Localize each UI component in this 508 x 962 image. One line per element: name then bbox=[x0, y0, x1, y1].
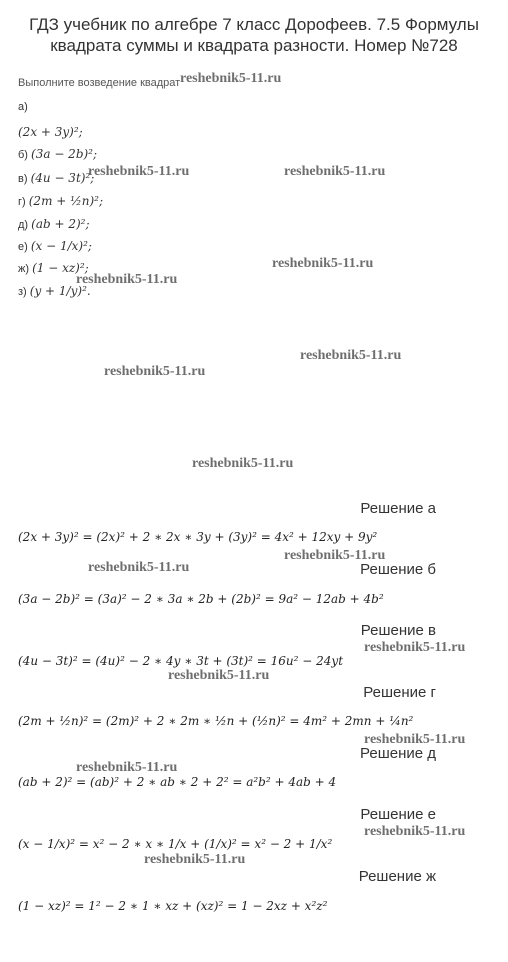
task-item: е) (x − 1/x)²; bbox=[18, 239, 92, 253]
task-item: д) (ab + 2)²; bbox=[18, 217, 90, 231]
solution-formula-b: (3a − 2b)² = (3a)² − 2 ∗ 3a ∗ 2b + (2b)² = 9a² − 12ab + 4b² bbox=[18, 592, 384, 606]
watermark: reshebnik5-11.ru bbox=[364, 732, 466, 747]
solution-heading-g: Решение г bbox=[363, 684, 436, 701]
solution-heading-b: Решение б bbox=[360, 561, 436, 578]
task-intro: Выполните возведение квадрат bbox=[18, 77, 181, 89]
solution-heading-d: Решение д bbox=[360, 745, 436, 762]
watermark: reshebnik5-11.ru bbox=[168, 668, 270, 683]
watermark: reshebnik5-11.ru bbox=[144, 852, 246, 867]
watermark: reshebnik5-11.ru bbox=[284, 548, 386, 563]
watermark: reshebnik5-11.ru bbox=[76, 760, 178, 775]
watermark: reshebnik5-11.ru bbox=[76, 272, 178, 287]
solution-formula-v: (4u − 3t)² = (4u)² − 2 ∗ 4y ∗ 3t + (3t)² = 16u² − 24yt bbox=[18, 654, 344, 668]
task-item: а) bbox=[18, 101, 28, 113]
watermark: reshebnik5-11.ru bbox=[88, 164, 190, 179]
watermark: reshebnik5-11.ru bbox=[192, 456, 294, 471]
watermark: reshebnik5-11.ru bbox=[104, 364, 206, 379]
watermark: reshebnik5-11.ru bbox=[284, 164, 386, 179]
watermark: reshebnik5-11.ru bbox=[300, 348, 402, 363]
solution-formula-d: (ab + 2)² = (ab)² + 2 ∗ ab ∗ 2 + 2² = a²b² + 4ab + 4 bbox=[18, 775, 337, 789]
solution-formula-a: (2x + 3y)² = (2x)² + 2 ∗ 2x ∗ 3y + (3y)² = 4x² + 12xy + 9y² bbox=[18, 530, 378, 544]
watermark: reshebnik5-11.ru bbox=[180, 71, 282, 86]
solution-formula-zh: (1 − xz)² = 1² − 2 ∗ 1 ∗ xz + (xz)² = 1 − 2xz + x²z² bbox=[18, 899, 328, 913]
solution-heading-v: Решение в bbox=[360, 622, 436, 639]
task-item: в) (4u − 3t)²; bbox=[18, 171, 95, 185]
task-item: б) (3a − 2b)²; bbox=[18, 147, 98, 161]
watermark: reshebnik5-11.ru bbox=[364, 824, 466, 839]
task-item: г) (2m + ½n)²; bbox=[18, 194, 104, 208]
task-item: (2x + 3y)²; bbox=[18, 125, 83, 139]
watermark: reshebnik5-11.ru bbox=[364, 640, 466, 655]
watermark: reshebnik5-11.ru bbox=[88, 560, 190, 575]
watermark: reshebnik5-11.ru bbox=[272, 256, 374, 271]
solution-heading-e: Решение е bbox=[360, 806, 436, 823]
task-item: з) (y + 1/y)². bbox=[18, 284, 91, 298]
solution-formula-e: (x − 1/x)² = x² − 2 ∗ x ∗ 1/x + (1/x)² = x² − 2 + 1/x² bbox=[18, 837, 333, 851]
solution-formula-g: (2m + ½n)² = (2m)² + 2 ∗ 2m ∗ ½n + (½n)² = 4m² + 2mn + ¼n² bbox=[18, 714, 414, 728]
task-item: ж) (1 − xz)²; bbox=[18, 261, 89, 275]
solution-heading-zh: Решение ж bbox=[358, 868, 436, 885]
page-title: ГДЗ учебник по алгебре 7 класс Дорофеев. 7.5 Формулы квадрата суммы и квадрата разности. Номер №728 bbox=[29, 15, 479, 55]
solution-heading-a: Решение а bbox=[360, 500, 436, 517]
